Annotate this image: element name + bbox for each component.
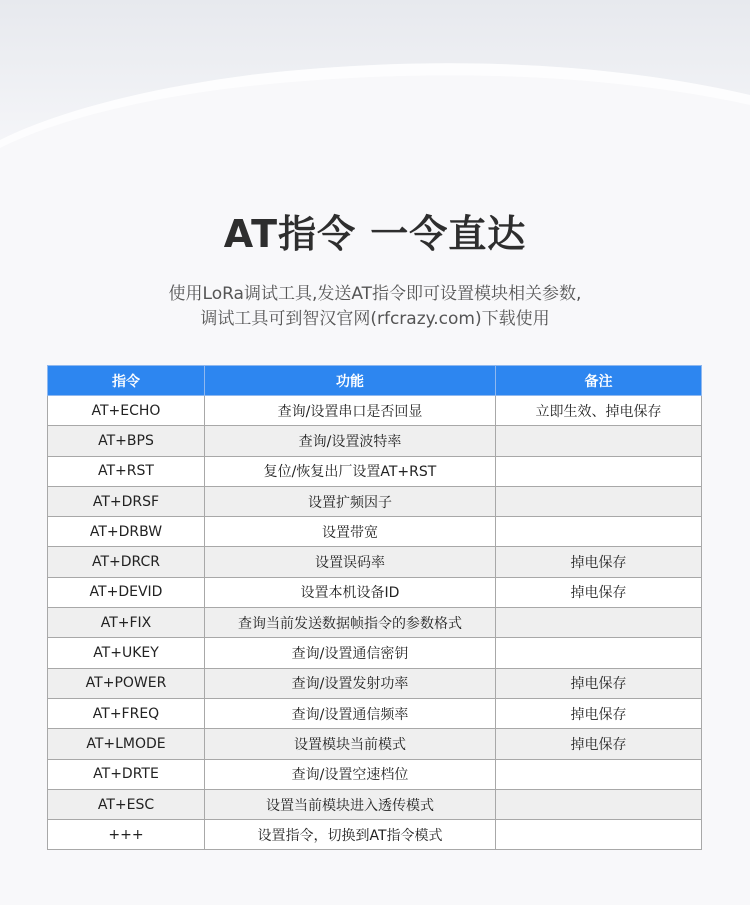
column-header-command: 指令 [48,366,205,396]
table-row [48,426,702,456]
remark-cell: 掉电保存 [496,729,702,759]
subtitle-line-1: 使用LoRa调试工具,发送AT指令即可设置模块相关参数, [168,284,582,304]
table-row [48,396,702,426]
function-cell: 复位/恢复出厂设置AT+RST [205,456,496,486]
command-cell: AT+UKEY [48,638,205,668]
remark-cell: 掉电保存 [496,668,702,698]
remark-cell [496,789,702,819]
command-cell: AT+DRBW [48,517,205,547]
command-cell: AT+ECHO [48,396,205,426]
function-cell: 设置模块当前模式 [205,729,496,759]
remark-cell [496,517,702,547]
page-title: AT指令 一令直达 [223,212,527,256]
remark-cell [496,638,702,668]
remark-cell: 掉电保存 [496,577,702,607]
remark-cell: 立即生效、掉电保存 [496,396,702,426]
function-cell: 设置本机设备ID [205,577,496,607]
table-row [48,547,702,577]
command-cell: AT+POWER [48,668,205,698]
function-cell: 查询/设置通信频率 [205,698,496,728]
table-row [48,698,702,728]
remark-cell: 掉电保存 [496,698,702,728]
remark-cell: 掉电保存 [496,547,702,577]
command-cell: AT+FIX [48,608,205,638]
table-row [48,486,702,516]
table-row [48,729,702,759]
table-row [48,638,702,668]
command-cell: AT+DEVID [48,577,205,607]
background-wave [0,0,750,200]
table-row [48,608,702,638]
function-cell: 设置当前模块进入透传模式 [205,789,496,819]
command-cell: AT+RST [48,456,205,486]
function-cell: 设置扩频因子 [205,486,496,516]
remark-cell [496,486,702,516]
command-cell: AT+FREQ [48,698,205,728]
at-command-table [47,365,702,850]
table-row [48,517,702,547]
function-cell: 查询/设置通信密钥 [205,638,496,668]
command-cell: AT+BPS [48,426,205,456]
function-cell: 查询/设置空速档位 [205,759,496,789]
remark-cell [496,820,702,850]
table-row [48,789,702,819]
command-cell: AT+DRCR [48,547,205,577]
function-cell: 设置误码率 [205,547,496,577]
command-cell: AT+ESC [48,789,205,819]
table-row [48,577,702,607]
column-header-remark: 备注 [496,366,702,396]
remark-cell [496,759,702,789]
command-cell: +++ [48,820,205,850]
function-cell: 查询/设置波特率 [205,426,496,456]
table-header-row [48,366,702,396]
table-row [48,820,702,850]
remark-cell [496,426,702,456]
remark-cell [496,608,702,638]
function-cell: 设置指令，切换到AT指令模式 [205,820,496,850]
remark-cell [496,456,702,486]
function-cell: 查询当前发送数据帧指令的参数格式 [205,608,496,638]
function-cell: 查询/设置发射功率 [205,668,496,698]
function-cell: 设置带宽 [205,517,496,547]
command-cell: AT+DRSF [48,486,205,516]
command-cell: AT+DRTE [48,759,205,789]
table-row [48,668,702,698]
page-subtitle [0,282,750,332]
command-cell: AT+LMODE [48,729,205,759]
subtitle-line-2: 调试工具可到智汉官网(rfcrazy.com)下载使用 [200,309,550,329]
column-header-function: 功能 [205,366,496,396]
table-row [48,759,702,789]
function-cell: 查询/设置串口是否回显 [205,396,496,426]
table-row [48,456,702,486]
